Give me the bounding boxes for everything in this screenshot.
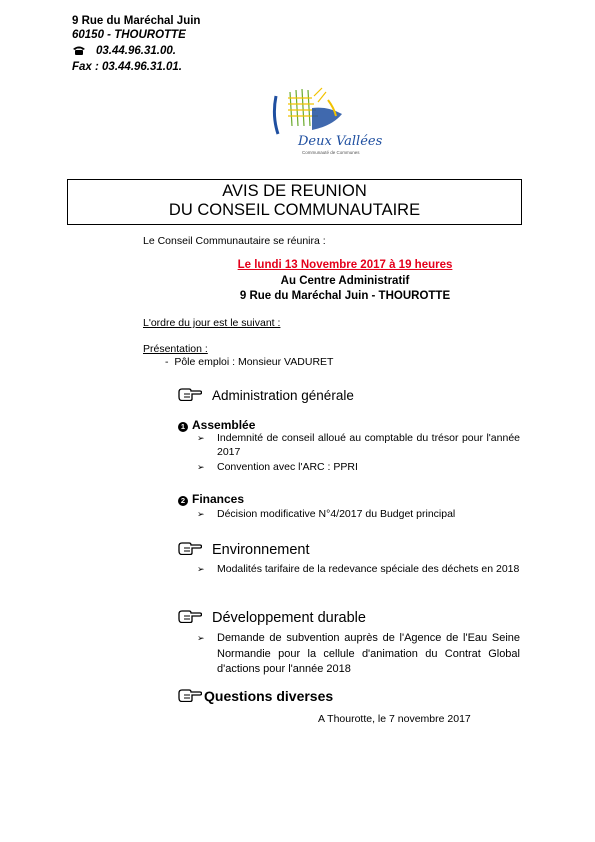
agenda-item-text: Décision modificative N°4/2017 du Budget principal — [217, 508, 456, 520]
header-address: 9 Rue du Maréchal Juin — [72, 15, 201, 27]
title-line1: AVIS DE REUNION — [222, 182, 367, 200]
arrow-bullet-icon: ➢ — [197, 509, 205, 519]
header-fax: Fax : 03.44.96.31.01. — [72, 61, 182, 73]
arrow-bullet-icon: ➢ — [197, 633, 205, 643]
agenda-item-text: Modalités tarifaire de la redevance spéciale des déchets en 2018 — [217, 563, 520, 575]
agenda-item — [197, 563, 520, 577]
title-line2: DU CONSEIL COMMUNAUTAIRE — [168, 201, 421, 219]
sub-finances — [178, 492, 244, 507]
sub-finances-label: Finances — [192, 492, 245, 506]
telephone-icon — [72, 45, 86, 55]
section-developpement — [178, 610, 366, 626]
presentation-item-text: Pôle emploi : Monsieur VADURET — [174, 356, 334, 368]
logo-name: Deux Vallées — [298, 134, 383, 149]
number-badge-1: 1 — [178, 422, 188, 432]
logo-tagline: Communauté de Communes — [302, 150, 360, 155]
agenda-item — [197, 432, 520, 459]
pointing-hand-icon — [178, 388, 202, 401]
title-box — [67, 179, 522, 225]
phone-number: 03.44.96.31.00. — [96, 45, 176, 57]
pointing-hand-icon — [178, 542, 202, 555]
section-questions — [178, 688, 333, 704]
meeting-info — [140, 258, 550, 305]
intro-text: Le Conseil Communautaire se réunira : — [143, 235, 326, 247]
footer-date: A Thourotte, le 7 novembre 2017 — [318, 713, 471, 725]
agenda-item-text: Indemnité de conseil alloué au comptable du trésor pour l'année 2017 — [217, 432, 520, 458]
agenda-item-text: Convention avec l'ARC : PPRI — [217, 461, 358, 473]
arrow-bullet-icon: ➢ — [197, 462, 205, 472]
logo — [268, 86, 383, 158]
header-city: 60150 - THOUROTTE — [72, 29, 186, 41]
agenda-item-text: Demande de subvention auprès de l'Agence de l'Eau Seine Normandie pour la cellule d'animation du Contrat Global d'actions pour l'année 2018 — [217, 632, 520, 675]
presentation-item — [165, 356, 333, 369]
dash-bullet: - — [165, 356, 175, 368]
pointing-hand-icon — [178, 689, 202, 702]
sub-assemblee — [178, 418, 255, 433]
section-admin-title: Administration générale — [212, 388, 354, 403]
number-badge-2: 2 — [178, 496, 188, 506]
agenda-item — [197, 631, 520, 678]
arrow-bullet-icon: ➢ — [197, 564, 205, 574]
agenda-item — [197, 508, 520, 522]
meeting-place: Au Centre Administratif — [280, 274, 410, 287]
section-questions-title: Questions diverses — [204, 688, 334, 704]
meeting-date: Le lundi 13 Novembre 2017 à 19 heures — [237, 259, 453, 271]
header-phone — [72, 44, 176, 58]
arrow-bullet-icon: ➢ — [197, 433, 205, 443]
section-developpement-title: Développement durable — [212, 610, 366, 626]
presentation-label: Présentation : — [143, 343, 208, 355]
agenda-intro: L'ordre du jour est le suivant : — [143, 317, 281, 329]
section-environnement-title: Environnement — [212, 542, 310, 558]
pointing-hand-icon — [178, 610, 202, 623]
sub-assemblee-label: Assemblée — [192, 418, 256, 432]
section-admin — [178, 388, 354, 404]
agenda-item — [197, 461, 520, 475]
section-environnement — [178, 542, 310, 558]
meeting-address: 9 Rue du Maréchal Juin - THOUROTTE — [239, 290, 451, 302]
